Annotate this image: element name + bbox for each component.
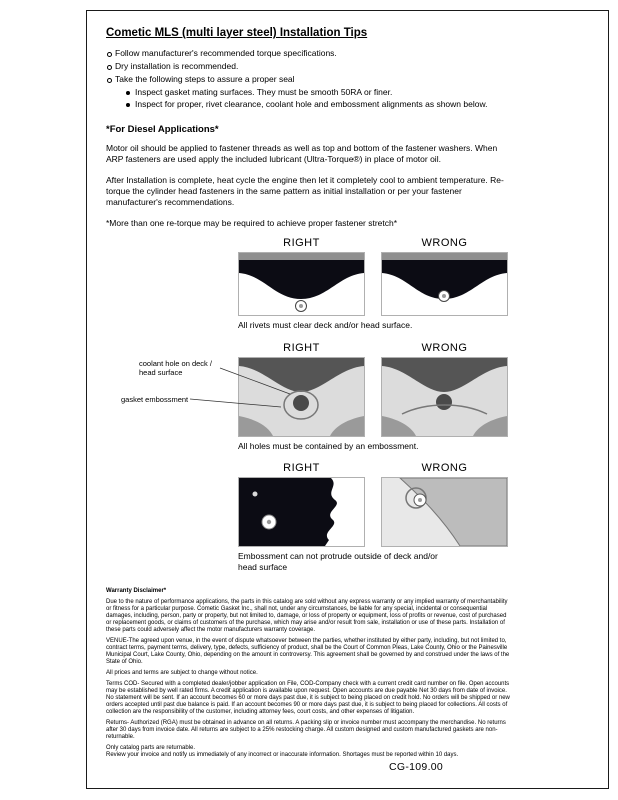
right-label: RIGHT: [283, 341, 320, 354]
diagram-images: [238, 477, 510, 547]
tip-text: Inspect for proper, rivet clearance, coolant hole and embossment alignments as shown below.: [135, 99, 488, 109]
list-item: [126, 99, 594, 110]
wrong-label: WRONG: [421, 237, 468, 249]
page-title: Cometic MLS (multi layer steel) Installation Tips: [106, 27, 368, 39]
diesel-applications-heading: *For Diesel Applications*: [106, 124, 219, 135]
rivet-wrong-image: [381, 252, 508, 316]
prices-paragraph: All prices and terms are subject to change without notice.: [106, 670, 258, 676]
retorque-note: *More than one re-torque may be required to achieve proper fastener stretch*: [106, 218, 398, 228]
embossment-inside-icon: [239, 478, 364, 546]
diagram-images: [238, 252, 510, 316]
rivet-right-image: [238, 252, 365, 316]
rivet-overlap-icon: [382, 253, 507, 315]
terms-paragraph: Terms COD- Secured with a completed dealer/jobber application on File, COD-Company check with a current credit card number on file. Open accounts may be established by well rated firms. A credit application is available upon request. Open accounts are due payable Net 30 days from date of invoice. No statement will be sent. If an account becomes 60 or more days past due, it is subject to being placed on credit hold. No orders will be shipped or new orders accepted until past due balance is paid. If an account becomes 90 or more days past due, it is subject to being placed for collections. All costs of collection are the responsibility of the customer, including attorney fees, court costs, and other expenses of litigation.: [106, 681, 510, 715]
tip-text: Take the following steps to assure a proper seal: [115, 74, 295, 84]
warranty-heading: Warranty Disclaimer*: [106, 588, 167, 594]
tip-text: Inspect gasket mating surfaces. They must be smooth 50RA or finer.: [135, 87, 393, 97]
hole-wrong-image: [381, 357, 508, 437]
rivet-clear-icon: [239, 253, 364, 315]
holes-caption: All holes must be contained by an embossment.: [238, 440, 419, 451]
wrong-label: WRONG: [421, 462, 468, 474]
page-frame: [86, 10, 609, 789]
tips-sublist: [126, 87, 594, 110]
returns-paragraph: Returns- Authorized (RGA) must be obtained in advance on all returns. A packing slip or invoice number must accompany the merchandise. No returns after 30 days from invoice date. All returns are subject to a 25% restocking charge. All custom designed and custom manufactured gaskets are non-returnable.: [106, 720, 506, 740]
list-item: [106, 74, 594, 110]
rivet-diagram-row: [238, 237, 510, 331]
diagram-header: [238, 237, 510, 249]
right-label: RIGHT: [283, 462, 320, 474]
venue-paragraph: VENUE-The agreed upon venue, in the event of dispute whatsoever between the parties, whether instituted by either party, including, but not limited to, contract terms, payment terms, delivery, type, defects, sufficiency of product, shall be the Court of Common Pleas, Lake County, Ohio or the Painesville Municipal Court, Lake County, Ohio, depending on the amount in controversy. This agreement shall be governed by and construed under the laws of the State of Ohio.: [106, 638, 510, 665]
diesel-paragraph-2: After Installation is complete, heat cycle the engine then let it completely cool to ambient temperature. Re-torque the cylinder head fasteners in the same pattern as initial installation or per your fastener manufacturer's recommendations.: [106, 175, 504, 207]
holes-diagram-row: [121, 341, 510, 452]
embossment-right-image: [238, 477, 365, 547]
diagram-header: [238, 462, 510, 474]
wrong-label: WRONG: [421, 341, 468, 354]
embossment-caption: Embossment can not protrude outside of deck and/or head surface: [238, 551, 438, 572]
embossment-wrong-image: [381, 477, 508, 547]
tips-list: [106, 48, 594, 110]
coolant-hole-callout: coolant hole on deck / head surface: [139, 358, 212, 377]
diesel-paragraph-1: Motor oil should be applied to fastener threads as well as top and bottom of the fastener washers. When ARP fasteners are used apply the included lubricant (Ultra-Torque®) in place of motor oil.: [106, 143, 498, 164]
warranty-section: [106, 588, 513, 759]
hole-contained-icon: [239, 358, 364, 436]
returnable-line: Only catalog parts are returnable.: [106, 745, 196, 751]
warranty-paragraph: Due to the nature of performance applications, the parts in this catalog are sold without any express warranty or any implied warranty of merchantability or fitness for a particular purpose. Cometic Gasket Inc., shall not, under any circumstances, be liable for any special, incidental or consequential damages, including, person, party or property, but not limited to, damage, or loss of property or equipment, loss of profits or revenue, cost of purchased or replacement goods, or claims of customers of the purchase, which may arise and/or result from sale, installation or use of these parts. Installation of these parts could adversely affect the motor manufacturers warranty coverage.: [106, 599, 508, 633]
diagram-section: [121, 237, 510, 572]
diagram-header: [238, 342, 510, 354]
tip-text: Dry installation is recommended.: [115, 61, 239, 71]
gasket-embossment-callout: gasket embossment: [121, 394, 189, 404]
diagram-images: [121, 357, 510, 437]
tip-text: Follow manufacturer's recommended torque specifications.: [115, 48, 337, 58]
list-item: [106, 48, 594, 59]
invoice-line: Review your invoice and notify us immediately of any incorrect or inaccurate information. Shortages must be reported within 10 days.: [106, 752, 459, 758]
document-number: CG-109.00: [389, 761, 444, 773]
list-item: [106, 61, 594, 72]
hole-right-image: [238, 357, 365, 437]
embossment-protrude-icon: [382, 478, 507, 546]
list-item: [126, 87, 594, 98]
rivet-caption: All rivets must clear deck and/or head surface.: [238, 320, 413, 330]
embossment-diagram-row: [238, 462, 510, 572]
right-label: RIGHT: [283, 237, 320, 249]
hole-cut-icon: [382, 358, 507, 436]
